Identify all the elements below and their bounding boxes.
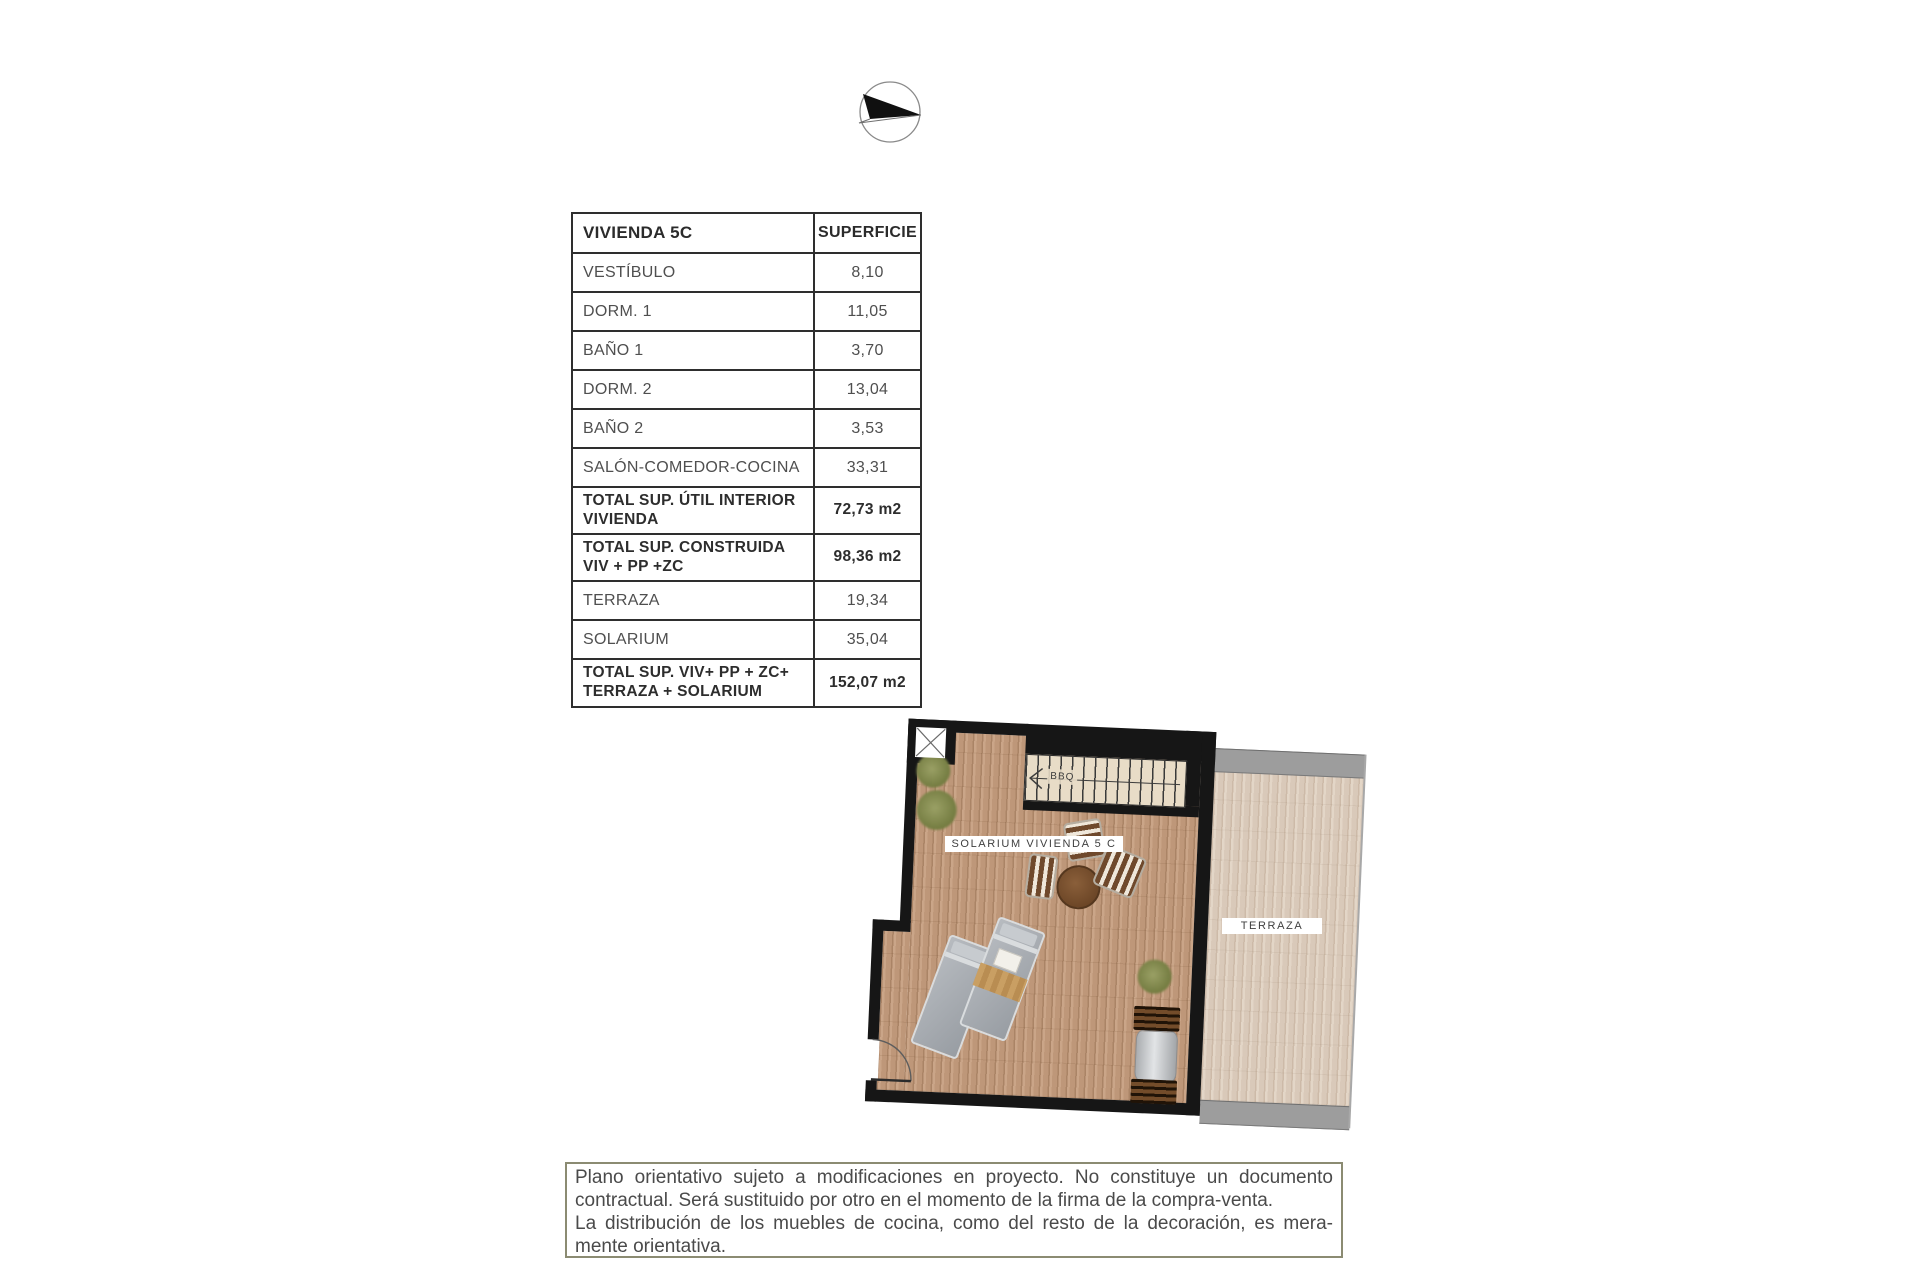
room-surface-value: 13,04	[814, 370, 921, 409]
table-row	[572, 253, 921, 292]
room-surface-value: 98,36 m2	[814, 534, 921, 581]
floor-plan	[868, 722, 1378, 1134]
staircase	[1023, 754, 1187, 808]
surface-table-header	[572, 213, 921, 253]
room-surface-value: 33,31	[814, 448, 921, 487]
terraza-room-label: TERRAZA	[1222, 918, 1322, 934]
room-label: TOTAL SUP. CONSTRUIDA VIV + PP +ZC	[572, 534, 814, 581]
towel	[972, 962, 1027, 1002]
table-row	[572, 581, 921, 620]
surface-table-rows	[572, 253, 921, 707]
roof-shaft-box	[915, 727, 946, 758]
bbq-grill	[1134, 1030, 1178, 1083]
table-row	[572, 370, 921, 409]
room-label: DORM. 1	[572, 292, 814, 331]
table-row	[572, 487, 921, 534]
disclaimer-line: contractual. Será sustituido por otro en el momento de la firma de la compra-venta.	[575, 1190, 1274, 1211]
room-label: VESTÍBULO	[572, 253, 814, 292]
disclaimer-line: La distribución de los muebles de cocina, como del resto de la decoración, es mera-	[575, 1213, 1333, 1234]
room-label: TERRAZA	[572, 581, 814, 620]
room-surface-value: 19,34	[814, 581, 921, 620]
table-header-surface: SUPERFICIE	[814, 213, 921, 253]
room-surface-value: 72,73 m2	[814, 487, 921, 534]
disclaimer-box	[565, 1162, 1343, 1258]
north-compass-icon	[850, 68, 942, 154]
room-surface-value: 11,05	[814, 292, 921, 331]
room-label: BAÑO 2	[572, 409, 814, 448]
room-label: BAÑO 1	[572, 331, 814, 370]
room-label: DORM. 2	[572, 370, 814, 409]
room-surface-value: 3,53	[814, 409, 921, 448]
table-row	[572, 534, 921, 581]
table-row	[572, 292, 921, 331]
door-swing-icon	[860, 1021, 933, 1099]
terraza-bottom-ledge	[1199, 1100, 1350, 1131]
room-surface-value: 35,04	[814, 620, 921, 659]
table-header-name: VIVIENDA 5C	[572, 213, 814, 253]
bbq-counter-bottom	[1130, 1079, 1177, 1105]
table-row	[572, 448, 921, 487]
room-label: TOTAL SUP. ÚTIL INTERIOR VIVIENDA	[572, 487, 814, 534]
table-row	[572, 620, 921, 659]
room-label: SOLARIUM	[572, 620, 814, 659]
room-surface-value: 3,70	[814, 331, 921, 370]
table-row	[572, 409, 921, 448]
room-label: TOTAL SUP. VIV+ PP + ZC+ TERRAZA + SOLARIUM	[572, 659, 814, 706]
surface-table	[571, 212, 922, 708]
disclaimer-line: Plano orientativo sujeto a modificaciones en proyecto. No constituye un documento	[575, 1167, 1333, 1188]
room-surface-value: 152,07 m2	[814, 659, 921, 706]
terraza-floor	[1200, 770, 1364, 1106]
table-row	[572, 659, 921, 706]
patio-chair	[1024, 853, 1058, 900]
room-surface-value: 8,10	[814, 253, 921, 292]
room-label: SALÓN-COMEDOR-COCINA	[572, 448, 814, 487]
disclaimer-text	[575, 1166, 1333, 1258]
table-row	[572, 331, 921, 370]
disclaimer-line: mente orientativa.	[575, 1236, 727, 1257]
bbq-label: BBQ	[1047, 769, 1078, 785]
solarium-room-label: SOLARIUM VIVIENDA 5 C	[945, 836, 1123, 852]
bbq-counter-top	[1133, 1006, 1180, 1032]
